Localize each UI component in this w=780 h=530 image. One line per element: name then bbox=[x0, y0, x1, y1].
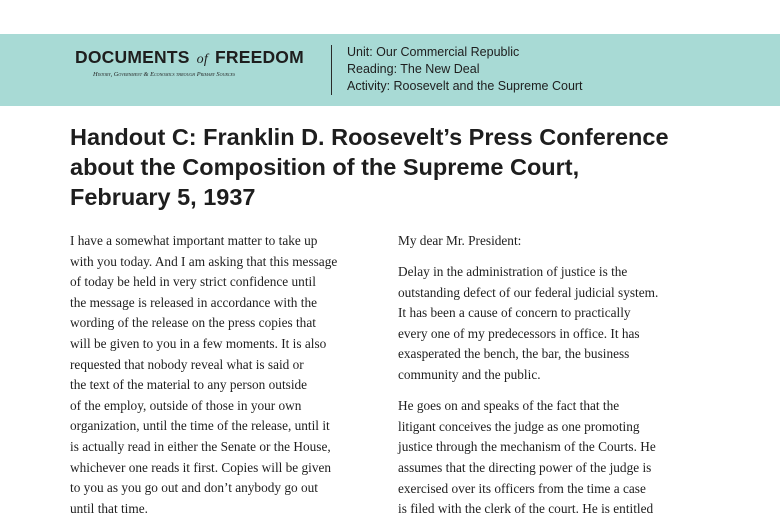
text-line: is actually read in either the Senate or the House, bbox=[70, 438, 331, 454]
header-banner bbox=[0, 34, 780, 106]
logo-word-documents: DOCUMENTS bbox=[75, 47, 190, 67]
unit-label: Unit: Our Commercial Republic bbox=[347, 45, 520, 59]
text-line: will be given to you in a few moments. It is also bbox=[70, 335, 327, 351]
letter-paragraph-1 bbox=[398, 262, 718, 386]
text-line: exasperated the bench, the bar, the business bbox=[398, 346, 630, 362]
top-margin bbox=[0, 0, 780, 34]
text-line: outstanding defect of our federal judicial system. bbox=[398, 284, 659, 300]
salutation: My dear Mr. President: bbox=[398, 233, 522, 248]
reading-label: Reading: The New Deal bbox=[347, 62, 480, 76]
text-line: assumes that the directing power of the judge is bbox=[398, 459, 652, 475]
right-column-text bbox=[398, 231, 718, 530]
text-line: requested that nobody reveal what is said or bbox=[70, 356, 304, 372]
letter-paragraph-2 bbox=[398, 396, 718, 520]
left-column-text bbox=[70, 231, 385, 530]
logo-subtitle: History, Government & Economics through Primary Sources bbox=[93, 71, 235, 78]
text-line: organization, until the time of the release, until it bbox=[70, 418, 330, 434]
text-line: exercised over its officers from the time a case bbox=[398, 480, 646, 496]
text-line: It has been a cause of concern to practically bbox=[398, 305, 631, 321]
text-line: the message is released in accordance with the bbox=[70, 294, 317, 310]
title-line: February 5, 1937 bbox=[70, 184, 256, 210]
header-divider bbox=[331, 45, 332, 95]
text-line: community and the public. bbox=[398, 367, 541, 383]
press-conference-paragraph bbox=[70, 231, 385, 519]
text-line: justice through the mechanism of the Courts. He bbox=[398, 439, 656, 455]
title-line: Handout C: Franklin D. Roosevelt’s Press Conference bbox=[70, 124, 669, 150]
text-line: of today be held in very strict confidence until bbox=[70, 274, 316, 290]
text-line: until that time. bbox=[70, 500, 148, 516]
text-line: with you today. And I am asking that this message bbox=[70, 253, 338, 269]
logo-title bbox=[75, 47, 320, 68]
text-line: every one of my predecessors in office. It has bbox=[398, 325, 640, 341]
handout-title bbox=[70, 122, 710, 212]
text-line: is filed with the clerk of the court. He is entitled bbox=[398, 501, 654, 517]
text-line: the text of the material to any person outside bbox=[70, 377, 308, 393]
title-line: about the Composition of the Supreme Court, bbox=[70, 154, 580, 180]
text-line: He goes on and speaks of the fact that the bbox=[398, 398, 620, 414]
text-line: to you as you go out and don’t anybody go out bbox=[70, 480, 318, 496]
text-line: litigant conceives the judge as one promoting bbox=[398, 418, 640, 434]
text-line: whichever one reads it first. Copies will be given bbox=[70, 459, 332, 475]
text-line: wording of the release on the press copies that bbox=[70, 315, 316, 331]
logo-word-freedom: FREEDOM bbox=[215, 47, 304, 67]
text-line: Delay in the administration of justice is the bbox=[398, 264, 628, 280]
text-line: of the employ, outside of those in your own bbox=[70, 397, 302, 413]
activity-label: Activity: Roosevelt and the Supreme Court bbox=[347, 79, 583, 93]
logo-word-of: of bbox=[196, 52, 208, 67]
lesson-meta bbox=[347, 44, 583, 95]
text-line: I have a somewhat important matter to take up bbox=[70, 233, 318, 248]
documents-of-freedom-logo bbox=[75, 47, 320, 78]
